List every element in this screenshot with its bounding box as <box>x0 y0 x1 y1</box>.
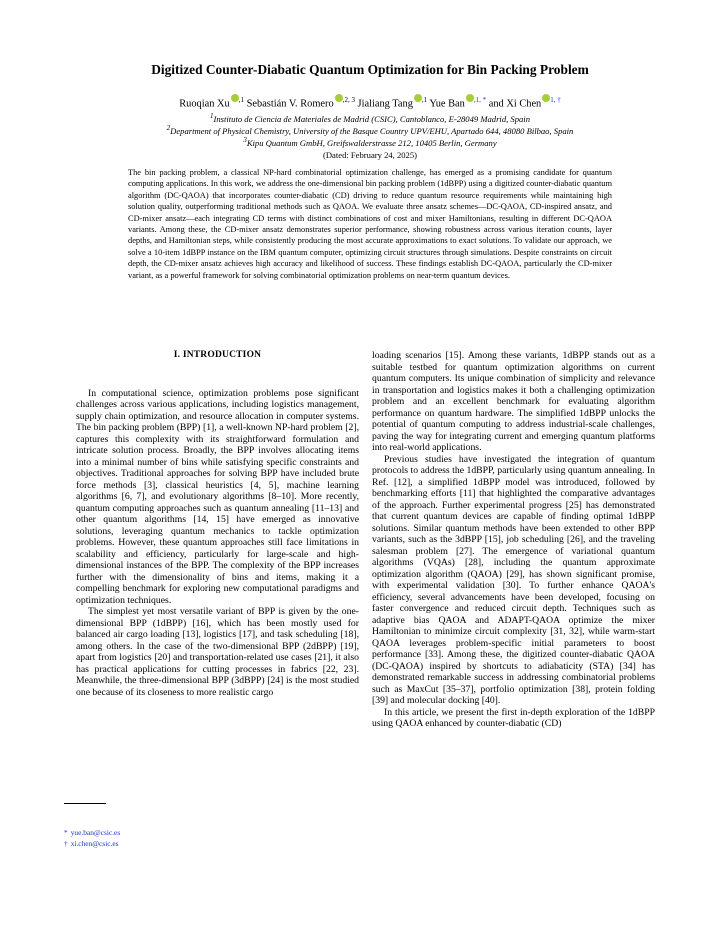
orcid-icon[interactable] <box>231 94 239 102</box>
orcid-icon[interactable] <box>414 94 422 102</box>
author-list <box>60 94 680 109</box>
body-paragraph: loading scenarios [15]. Among these variants, 1dBPP stands out as a suitable testbed for quantum optimization algorithms on current quantum computers. Its unique combination of simplicity and relevance in transportation and logistics makes it both a challenging optimization problem and an excellent benchmark for evaluating algorithm performance on quantum hardware. The simplified 1dBPP unlocks the potential of quantum computing to address industrial-scale challenges, paving the way for integrating current and emerging quantum platforms into real-world applications. <box>372 350 655 453</box>
left-column <box>76 350 359 698</box>
abstract: The bin packing problem, a classical NP-hard combinatorial optimization challenge, has emerged as a promising candidate for quantum computing applications. In this work, we address the one-dimensional bin packing problem (1dBPP) using a digitized counter-diabatic quantum algorithm (DC-QAOA) that incorporates counter-diabatic (CD) driving to reduce quantum resource requirements while maintaining high solution quality, outperforming traditional methods such as QAOA. We evaluate three ansatz schemes—DC-QAOA, CD-inspired ansatz, and CD-mixer ansatz—each integrating CD terms with distinct combinations of cost and mixer Hamiltonians, resulting in different DC-QAOA variants. Among these, the CD-mixer ansatz demonstrates superior performance, showing robustness across various iteration counts, layer depths, and Hamiltonian steps, while consistently producing the most accurate approximations to exact solutions. To validate our approach, we solve a 10-item 1dBPP instance on the IBM quantum computer, optimizing circuit structures through simulations. Despite constraints on circuit depth, the CD-mixer ansatz achieves high accuracy and likelihood of success. These findings establish DC-QAOA, particularly the CD-mixer variant, as a powerful framework for solving combinatorial optimization problems on near-term quantum devices. <box>128 168 612 280</box>
author-affil-sup: ,1 <box>421 96 428 104</box>
body-paragraph: In this article, we present the first in-depth exploration of the 1dBPP using QAOA enhanced by counter-diabatic (CD) <box>372 706 655 729</box>
affiliation-number: 1 <box>209 112 214 120</box>
author-affil-sup[interactable]: ,1, * <box>473 96 487 104</box>
author-name: Yue Ban <box>429 98 465 110</box>
author-affil-sup: ,2, 3 <box>342 96 355 104</box>
author-name: Sebastián V. Romero <box>246 98 334 110</box>
footnote-email[interactable]: xi.chen@csic.es <box>70 839 119 848</box>
affiliation-text: Instituto de Ciencia de Materiales de Madrid (CSIC), Cantoblanco, E-28049 Madrid, Spain <box>213 113 530 124</box>
affiliation-number: 3 <box>243 136 247 144</box>
affiliation-number: 2 <box>166 124 171 132</box>
body-paragraph: The simplest yet most versatile variant of BPP is given by the one-dimensional BPP (1dBPP) [16], which has been mostly used for balanced air cargo loading [13], logistics [17], and task scheduling [18], among others. In the case of the two-dimensional BPP (2dBPP) [19], apart from logistics [20] and transportation-related use cases [21], it also has practical applications for cutting processes in fabrics [22, 23]. Meanwhile, the three-dimensional BPP (3dBPP) [24] is the most studied one because of its closeness to more realistic cargo <box>76 606 359 698</box>
footnote-rule <box>64 803 106 804</box>
orcid-icon[interactable] <box>466 94 474 102</box>
footnote-mark: † <box>64 839 68 848</box>
footnote-email[interactable]: yue.ban@csic.es <box>70 828 121 837</box>
author-name: Jialiang Tang <box>357 98 413 110</box>
affiliation-text: Kipu Quantum GmbH, Greifswalderstrasse 212, 10405 Berlin, Germany <box>246 137 497 148</box>
arxiv-stamp <box>6 248 46 648</box>
author-affil-sup: ,1 <box>238 96 244 104</box>
dated-line: (Dated: February 24, 2025) <box>322 150 418 160</box>
footnote-email-1[interactable] <box>64 828 120 837</box>
author-affil-sup[interactable]: 1, † <box>550 96 561 104</box>
right-column <box>372 350 655 730</box>
author-name: and Xi Chen <box>488 98 542 110</box>
affiliation-3 <box>60 134 680 149</box>
body-paragraph: In computational science, optimization problems pose significant challenges across various applications, including logistics management, supply chain optimization, and resource allocation in computer systems. The bin packing problem (BPP) [1], a well-known NP-hard problem [2], captures this complexity with its straightforward formulation and intricate solution process. Broadly, the BPP involves allocating items into a minimal number of bins while satisfying specific constraints and objectives. Traditional approaches for solving BPP have included brute force methods [3], classical heuristics [4, 5], machine learning algorithms [6, 7], and evolutionary algorithms [8–10]. More recently, quantum computing approaches such as quantum annealing [11–13] and other quantum algorithms [14, 15] have emerged as innovative solutions, leveraging quantum mechanics to tackle optimization problems. However, these quantum approaches still face limitations in scalability and efficiency, particularly for large-scale and high-dimensional instances of the BPP. The complexity of the BPP increases further with the dimensionality of bins and items, making it a compelling benchmark for exploring new computational paradigms and optimization techniques. <box>76 387 359 606</box>
orcid-icon[interactable] <box>335 94 343 102</box>
footnote-email-2[interactable] <box>64 839 119 848</box>
paper-title: Digitized Counter-Diabatic Quantum Optimization for Bin Packing Problem <box>151 62 589 77</box>
affiliation-text: Department of Physical Chemistry, University of the Basque Country UPV/EHU, Apartado 644, 48080 Bilbao, Spain <box>170 125 574 136</box>
section-heading: I. INTRODUCTION <box>173 350 262 360</box>
footnote-mark: * <box>64 828 68 837</box>
author-name: Ruoqian Xu <box>179 98 230 110</box>
body-paragraph: Previous studies have investigated the integration of quantum protocols to address the 1dBPP, particularly using quantum annealing. In Ref. [12], a simplified 1dBPP model was introduced, followed by benchmarking efforts [11] that highlighted the comparative advantages of the approach. Further experimental progress [25] has demonstrated that current quantum devices are capable of finding optimal 1dBPP solutions. Similar quantum methods have been extended to other BPP variants, such as the 3dBPP [15], job scheduling [26], and the traveling salesman problem [27]. The emergence of variational quantum algorithms (VQAs) [28], including the quantum approximate optimization algorithm (QAOA) [29], has shown significant promise, with experimental validation [30]. To further enhance QAOA's efficiency, several advancements have been developed, focusing on faster convergence and reduced circuit depth. Techniques such as adaptive bias QAOA and ADAPT-QAOA optimize the mixer Hamiltonian to minimize circuit complexity [31, 32], while warm-start QAOA leverages problem-specific initial parameters to boost performance [33]. Among these, the digitized counter-diabatic QAOA (DC-QAOA) inspired by shortcuts to adiabaticity (STA) [34] has demonstrated remarkable success in addressing combinatorial problems such as MaxCut [35–37], portfolio optimization [38], protein folding [39] and molecular docking [40]. <box>372 453 655 706</box>
